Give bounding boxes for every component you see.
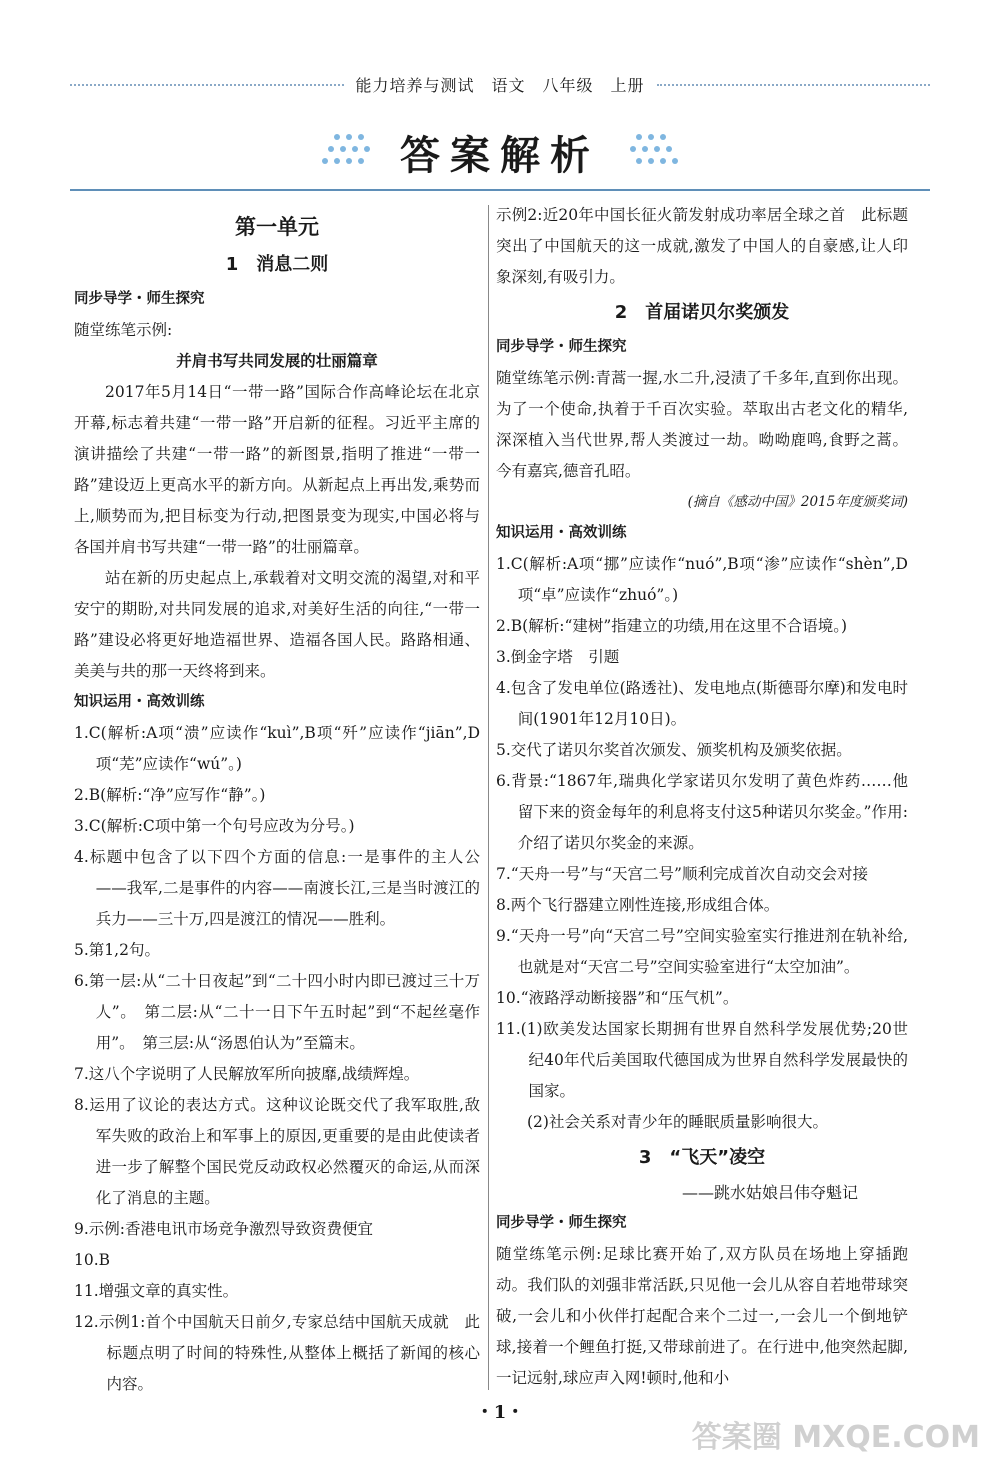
answer-item: 12.示例1:首个中国航天日前夕,专家总结中国航天成就 此标题点明了时间的特殊性,从整体上概括了新闻的核心内容。: [74, 1313, 480, 1393]
answer-item: 9.“天舟一号”向“天宫二号”空间实验室实行推进剂在轨补给,也就是对“天宫二号”空间实验室进行“太空加油”。: [496, 927, 908, 976]
header-text: 能力培养与测试 语文 八年级 上册: [355, 75, 645, 95]
lesson-2-title: 2 首届诺贝尔奖颁发: [614, 302, 790, 323]
title-row: [0, 122, 1000, 182]
main-title: 答案解析: [400, 132, 600, 179]
answer-item: 5.第1,2句。: [74, 941, 160, 959]
decoration-dots-right-icon: [624, 130, 684, 174]
answer-item: 2.B(解析:“净”应写作“静”。): [74, 786, 266, 804]
left-column: [74, 200, 480, 1400]
watermark: 答案圈 MXQE.COM: [691, 1420, 980, 1455]
lesson-1-title: 1 消息二则: [225, 254, 329, 275]
practice-text: 随堂练笔示例:青蒿一握,水二升,浸渍了千多年,直到你出现。为了一个使命,执着于千百次实验。萃取出古老文化的精华,深深植入当代世界,帮人类渡过一劫。呦呦鹿鸣,食野之蒿。今有嘉宾,德音孔昭。: [496, 369, 908, 480]
answer-item: 8.运用了议论的表达方式。这种议论既交代了我军取胜,敌军失败的政治上和军事上的原因,更重要的是由此使读者进一步了解整个国民党反动政权必然覆灭的命运,从而深化了消息的主题。: [74, 1096, 480, 1207]
answer-item: (2)社会关系对青少年的睡眠质量影响很大。: [527, 1113, 828, 1131]
page-number: ・1・: [475, 1402, 525, 1423]
answer-item: 4.包含了发电单位(路透社)、发电地点(斯德哥尔摩)和发电时间(1901年12月10日)。: [496, 679, 908, 728]
section-training: 知识运用・高效训练: [496, 525, 627, 541]
right-column: [496, 200, 908, 1394]
answer-item: 6.第一层:从“二十日夜起”到“二十四小时内即已渡过三十万人”。 第二层:从“二十一日下午五时起”到“不起丝毫作用”。 第三层:从“汤恩伯认为”至篇末。: [74, 972, 480, 1052]
answer-item: 7.“天舟一号”与“天宫二号”顺利完成首次自动交会对接: [496, 865, 868, 883]
answer-item: 3.倒金字塔 引题: [496, 648, 620, 666]
essay-paragraph: 站在新的历史起点上,承载着对文明交流的渴望,对和平安宁的期盼,对共同发展的追求,对美好生活的向往,“一带一路”建设必将更好地造福世界、造福各国人民。路路相通、美美与共的那一天终将到来。: [74, 569, 480, 680]
section-training: 知识运用・高效训练: [74, 694, 205, 710]
answer-item: 10.“液路浮动断接器”和“压气机”。: [496, 989, 739, 1007]
answer-item: 1.C(解析:A项“溃”应读作“kuì”,B项“歼”应读作“jiān”,D项“芜”应读作“wú”。): [74, 724, 480, 773]
answer-item: 11.增强文章的真实性。: [74, 1282, 239, 1300]
section-guide: 同步导学・师生探究: [74, 291, 205, 307]
answer-item: 9.示例:香港电讯市场竞争激烈导致资费便宜: [74, 1220, 374, 1238]
column-divider: [488, 205, 489, 1390]
unit-title: 第一单元: [235, 215, 319, 239]
header-dots-right: [657, 84, 931, 86]
essay-paragraph: 2017年5月14日“一带一路”国际合作高峰论坛在北京开幕,标志着共建“一带一路”开启新的征程。习近平主席的演讲描绘了共建“一带一路”的新图景,指明了推进“一带一路”建设迈上更高水平的新方向。从新起点上再出发,乘势而上,顺势而为,把目标变为行动,把图景变为现实,中国必将与各国并肩书写共建“一带一路”的壮丽篇章。: [74, 383, 480, 556]
lesson-3-subtitle: ——跳水姑娘吕伟夺魁记: [681, 1183, 858, 1202]
answer-item: 4.标题中包含了以下四个方面的信息:一是事件的主人公——我军,二是事件的内容——南渡长江,三是当时渡江的兵力——三十万,四是渡江的情况——胜利。: [74, 848, 480, 928]
practice-intro: 随堂练笔示例:: [74, 321, 173, 339]
answer-item: 8.两个飞行器建立刚性连接,形成组合体。: [496, 896, 780, 914]
title-rule: [70, 189, 930, 191]
decoration-dots-left-icon: [316, 130, 376, 174]
lesson-3-title: 3 “飞天”凌空: [638, 1147, 766, 1168]
section-guide: 同步导学・师生探究: [496, 339, 627, 355]
practice-text: 随堂练笔示例:足球比赛开始了,双方队员在场地上穿插跑动。我们队的刘强非常活跃,只见他一会儿从容自若地带球突破,一会儿和小伙伴打起配合来个二过一,一会儿一个倒地铲球,接着一个鲤鱼打挺,又带球前进了。在行进中,他突然起脚,一记远射,球应声入网!顿时,他和小: [496, 1245, 908, 1387]
source-note: (摘自《感动中国》2015年度颁奖词): [687, 494, 908, 510]
answer-item: 5.交代了诺贝尔奖首次颁发、颁奖机构及颁奖依据。: [496, 741, 852, 759]
essay-title: 并肩书写共同发展的壮丽篇章: [176, 352, 378, 370]
answer-item: 6.背景:“1867年,瑞典化学家诺贝尔发明了黄色炸药……他留下来的资金每年的利息将支付这5种诺贝尔奖金。”作用:介绍了诺贝尔奖金的来源。: [496, 772, 908, 852]
continued-paragraph: 示例2:近20年中国长征火箭发射成功率居全球之首 此标题突出了中国航天的这一成就,激发了中国人的自豪感,让人印象深刻,有吸引力。: [496, 206, 908, 286]
answer-item: 2.B(解析:“建树”指建立的功绩,用在这里不合语境。): [496, 617, 848, 635]
page-header: [70, 72, 930, 96]
answer-item: 1.C(解析:A项“挪”应读作“nuó”,B项“渗”应读作“shèn”,D项“卓”应读作“zhuó”。): [496, 555, 908, 604]
answer-item: 7.这八个字说明了人民解放军所向披靡,战绩辉煌。: [74, 1065, 420, 1083]
header-dots-left: [70, 84, 344, 86]
section-guide: 同步导学・师生探究: [496, 1215, 627, 1231]
answer-item: 10.B: [74, 1251, 111, 1269]
answer-item: 3.C(解析:C项中第一个句号应改为分号。): [74, 817, 355, 835]
answer-item: 11.(1)欧美发达国家长期拥有世界自然科学发展优势;20世纪40年代后美国取代德国成为世界自然科学发展最快的国家。: [496, 1020, 908, 1100]
